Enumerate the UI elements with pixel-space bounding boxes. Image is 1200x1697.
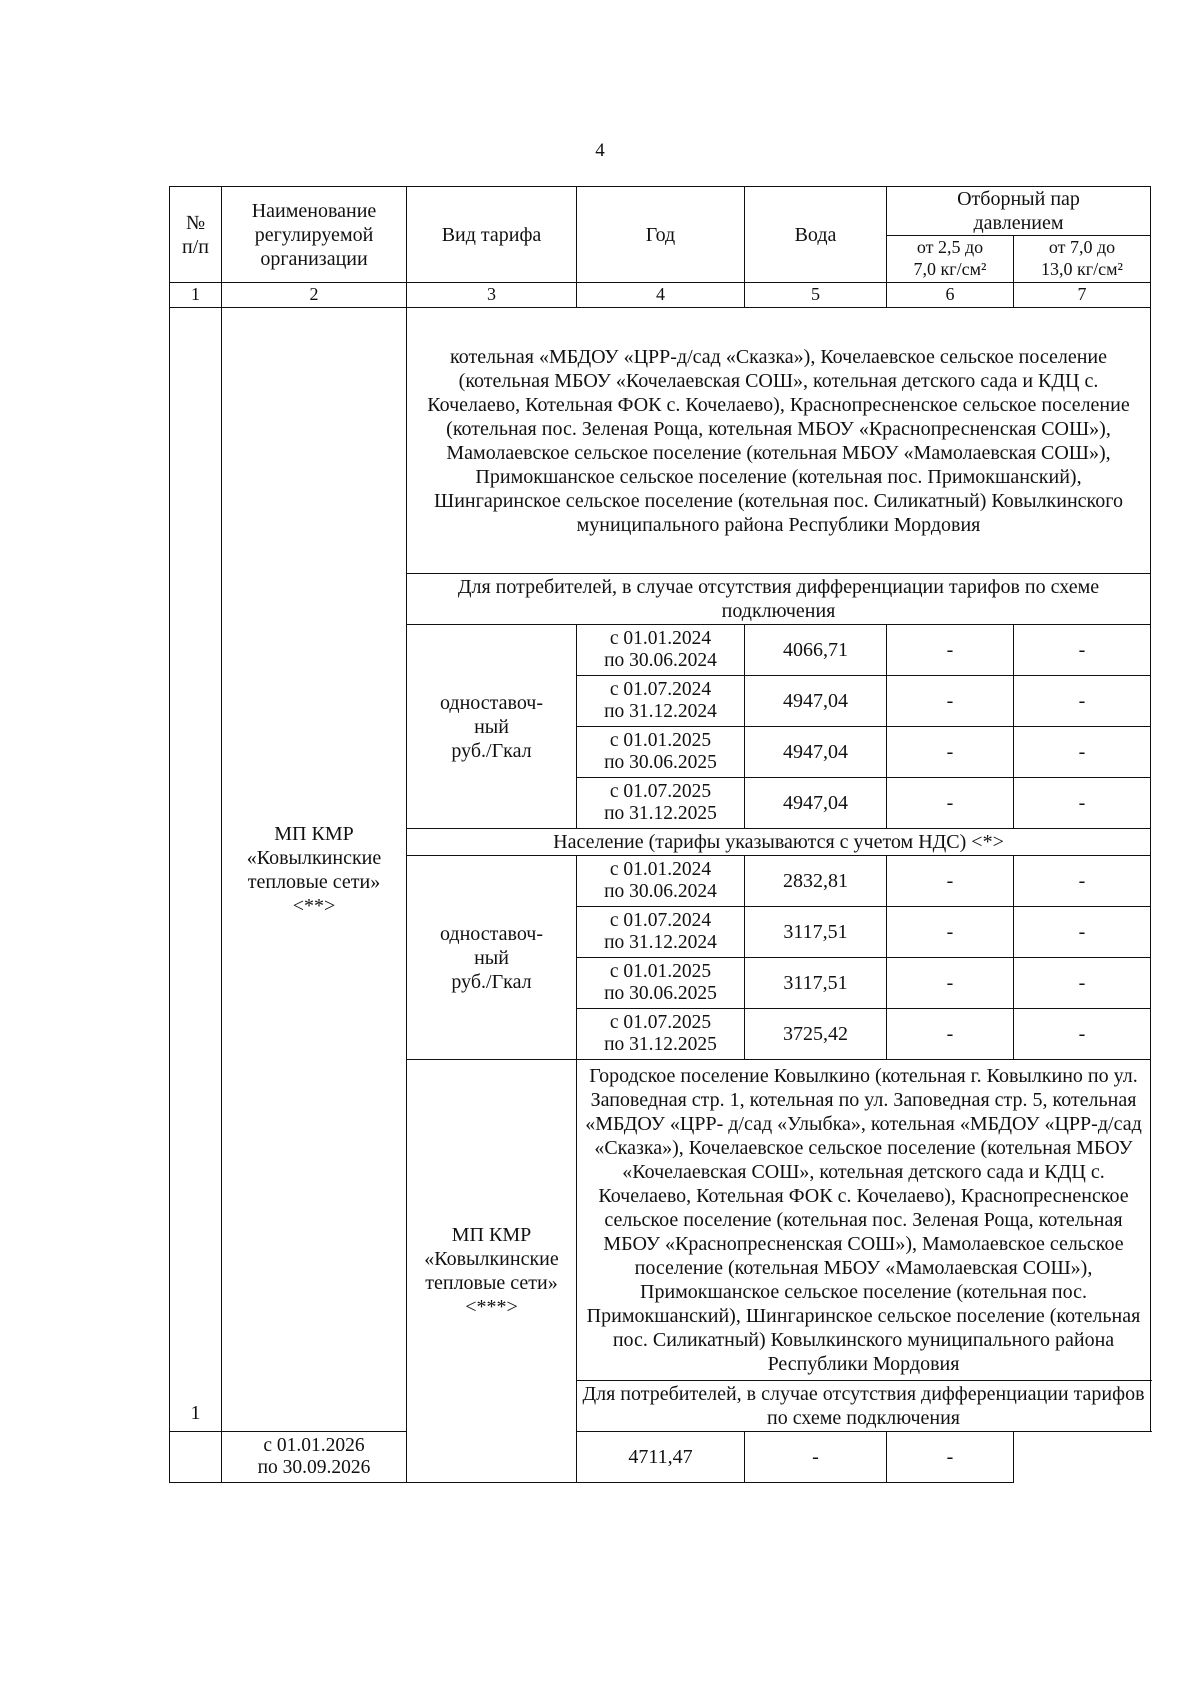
steam-high-value: - [1014,1009,1151,1060]
table-row [170,308,1151,574]
header-water: Вода [745,187,887,283]
tariff-table [169,186,1151,1483]
steam-low-value: - [887,907,1014,958]
period: с 01.07.2024 по 31.12.2024 [577,676,745,727]
water-value: 4947,04 [745,727,887,778]
boiler-description: котельная «МБДОУ «ЦРР-д/сад «Сказка»), Кочелаевское сельское поселение (котельная МБОУ «Кочелаевская СОШ», котельная детского сада и КДЦ с. Кочелаево, Котельная ФОК с. Кочелаево), Краснопресненское сельское поселение (котельная пос. Зеленая Роща, котельная МБОУ «Краснопресненская СОШ»), Мамолаевское сельское поселение (котельная МБОУ «Мамолаевская СОШ»), Примокшанское сельское поселение (котельная пос. Примокшанский), Шингаринское сельское поселение (котельная пос. Силикатный) Ковылкинского муниципального района Республики Мордовия [407,308,1151,574]
header-steam-high: от 7,0 до 13,0 кг/см² [1014,236,1151,283]
water-value: 4066,71 [745,625,887,676]
column-number: 6 [887,283,1014,308]
header-steam-low: от 2,5 до 7,0 кг/см² [887,236,1014,283]
page-number: 4 [595,140,605,161]
period: с 01.01.2025 по 30.06.2025 [577,958,745,1009]
steam-low-value: - [887,676,1014,727]
steam-high-value: - [1014,676,1151,727]
period: с 01.01.2025 по 30.06.2025 [577,727,745,778]
header-organization: Наименование регулируемой организации [222,187,407,283]
header-year: Год [577,187,745,283]
steam-low-value: - [887,778,1014,829]
water-value: 3117,51 [745,907,887,958]
steam-high-value: - [1014,727,1151,778]
water-value: 3117,51 [745,958,887,1009]
consumers-label: Для потребителей, в случае отсутствия дифференциации тарифов по схеме подключения [407,574,1151,625]
period: с 01.07.2025 по 31.12.2025 [577,1009,745,1060]
steam-high-value: - [1014,625,1151,676]
period: с 01.01.2024 по 30.06.2024 [577,856,745,907]
header-tariff-type: Вид тарифа [407,187,577,283]
column-number: 5 [745,283,887,308]
steam-high-value: - [1014,778,1151,829]
water-value: 4947,04 [745,778,887,829]
water-value: 4947,04 [745,676,887,727]
organization-name: МП КМР «Ковылкинские тепловые сети» <***> [407,1060,577,1483]
period: с 01.07.2025 по 31.12.2025 [577,778,745,829]
period: с 01.01.2024 по 30.06.2024 [577,625,745,676]
period: с 01.01.2026 по 30.09.2026 [222,1432,407,1483]
water-value: 4711,47 [577,1432,745,1483]
row-index: 1 [170,308,222,1432]
column-number: 4 [577,283,745,308]
period: с 01.07.2024 по 31.12.2024 [577,907,745,958]
tariff-type: одноставоч- ный руб./Гкал [407,625,577,829]
water-value: 2832,81 [745,856,887,907]
header-steam: Отборный пар давлением [887,187,1151,236]
organization-name: МП КМР «Ковылкинские тепловые сети» <**> [222,308,407,1432]
steam-low-value: - [887,856,1014,907]
tariff-type: одноставоч- ный руб./Гкал [407,856,577,1060]
column-number: 7 [1014,283,1151,308]
steam-low-value: - [745,1432,887,1483]
boiler-description: Городское поселение Ковылкино (котельная г. Ковылкино по ул. Заповедная стр. 1, котельная по ул. Заповедная стр. 5, котельная «МБДОУ «ЦРР- д/сад «Улыбка», котельная «МБДОУ «ЦРР-д/сад «Сказка»), Кочелаевское сельское поселение (котельная МБОУ «Кочелаевская СОШ», котельная детского сада и КДЦ с. Кочелаево, Котельная ФОК с. Кочелаево), Краснопресненское сельское поселение (котельная пос. Зеленая Роща, котельная МБОУ «Краснопресненская СОШ»), Мамолаевское сельское поселение (котельная МБОУ «Мамолаевская СОШ»), Примокшанское сельское поселение (котельная пос. Примокшанский), Шингаринское сельское поселение (котельная пос. Силикатный) Ковылкинского муниципального района Республики Мордовия [577,1060,1151,1381]
population-label: Население (тарифы указываются с учетом НДС) <*> [407,829,1151,856]
table-row [170,1432,1151,1483]
steam-high-value: - [1014,856,1151,907]
steam-high-value: - [1014,907,1151,958]
column-number: 2 [222,283,407,308]
header-number: № п/п [170,187,222,283]
tariff-type-empty [170,1432,222,1483]
steam-low-value: - [887,727,1014,778]
consumers-label: Для потребителей, в случае отсутствия дифференциации тарифов по схеме подключения [577,1381,1151,1432]
column-number: 1 [170,283,222,308]
column-number: 3 [407,283,577,308]
steam-low-value: - [887,958,1014,1009]
steam-high-value: - [1014,958,1151,1009]
steam-low-value: - [887,1009,1014,1060]
column-numbers-row [170,283,1151,308]
steam-low-value: - [887,625,1014,676]
water-value: 3725,42 [745,1009,887,1060]
steam-high-value: - [887,1432,1014,1483]
